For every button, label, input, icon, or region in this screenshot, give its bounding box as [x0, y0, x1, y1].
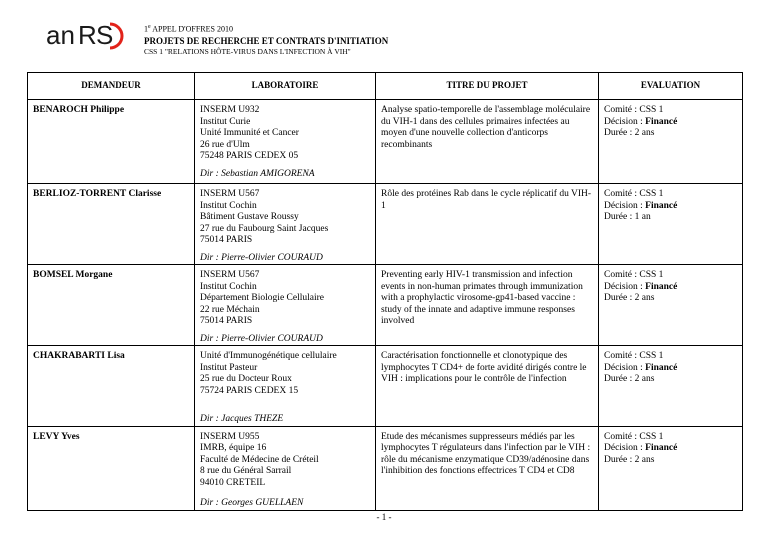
lab-line: Département Biologie Cellulaire: [200, 293, 324, 303]
project-title: Preventing early HIV-1 transmission and infection events in non-human primates through immunization with a prophylactic virosome-gp41-based vaccine : study of the innate and adaptive immune responses involved: [381, 270, 583, 326]
demandeur-name: BENAROCH Philippe: [33, 105, 125, 115]
evaluation-cell: [599, 100, 742, 140]
lab-line: Unité Immunité et Cancer: [200, 128, 299, 138]
lab-line: 75014 PARIS: [200, 235, 253, 245]
lab-line: Institut Pasteur: [200, 362, 258, 373]
css-subtitle: CSS 1 "RELATIONS HÔTE-VIRUS DANS L'INFECTION À VIH": [144, 46, 351, 56]
lab-director: Dir : Pierre-Olivier COURAUD: [200, 333, 323, 344]
lab-cell: [195, 100, 375, 180]
comite-text: Comité : CSS 1: [604, 431, 664, 442]
duree-text: Durée : 1 an: [604, 212, 651, 222]
comite-text: Comité : CSS 1: [604, 189, 664, 199]
project-title: Caractérisation fonctionnelle et clonotypique des lymphocytes T CD4+ de forte avidité dirigés contre le VIH : implications pour le contrôle de l'infection: [381, 351, 587, 384]
lab-line: INSERM U955: [200, 431, 260, 442]
evaluation-cell: [599, 346, 742, 386]
col-header-laboratoire: LABORATOIRE: [195, 73, 376, 100]
lab-line: INSERM U932: [200, 105, 260, 115]
col-header-titre: TITRE DU PROJET: [376, 73, 599, 100]
evaluation-cell: [599, 265, 742, 305]
lab-line: 22 rue Méchain: [200, 304, 260, 315]
table-row: [28, 346, 743, 427]
lab-line: 27 rue du Faubourg Saint Jacques: [200, 223, 329, 234]
lab-cell: [195, 427, 375, 510]
projects-table: [27, 72, 743, 511]
project-title: Etude des mécanismes suppresseurs médiés par les lymphocytes T régulateurs dans l'infection par le VIH : rôle du mécanisme enzymatique CD39/adénosine dans l'inhibition des fonctions effectrices T CD4 et CD8: [381, 431, 591, 476]
decision-text: Décision : Financé: [604, 200, 678, 211]
duree-text: Durée : 2 ans: [604, 293, 655, 303]
lab-line: INSERM U567: [200, 189, 260, 199]
decision-text: Décision : Financé: [604, 443, 678, 453]
anrs-logo: [46, 18, 126, 52]
lab-line: Institut Cochin: [200, 281, 257, 292]
table-row: [28, 100, 743, 184]
lab-line: 8 rue du Général Sarrail: [200, 466, 292, 476]
table-row: [28, 184, 743, 265]
lab-line: Bâtiment Gustave Roussy: [200, 212, 299, 222]
evaluation-cell: [599, 427, 742, 467]
svg-text:R: R: [78, 20, 97, 50]
table-header-row: [28, 73, 743, 100]
svg-text:an: an: [46, 20, 75, 50]
program-title: PROJETS DE RECHERCHE ET CONTRATS D'INITIATION: [144, 35, 389, 46]
lab-line: Unité d'Immunogénétique cellulaire: [200, 351, 337, 361]
lab-director: Dir : Jacques THEZE: [200, 414, 284, 424]
lab-line: Institut Curie: [200, 116, 251, 127]
project-title: Analyse spatio-temporelle de l'assemblage moléculaire du VIH-1 dans des cellules primaires infectées au moyen d'une nouvelle collection d'anticorps recombinants: [381, 105, 591, 150]
lab-line: Faculté de Médecine de Créteil: [200, 454, 319, 465]
lab-director: Dir : Sebastian AMIGORENA: [200, 168, 315, 179]
lab-line: Institut Cochin: [200, 200, 257, 211]
lab-line: INSERM U567: [200, 270, 260, 280]
lab-line: 75014 PARIS: [200, 316, 253, 326]
evaluation-cell: [599, 184, 742, 224]
demandeur-name: BERLIOZ-TORRENT Clarisse: [33, 189, 162, 199]
duree-text: Durée : 2 ans: [604, 374, 655, 384]
comite-text: Comité : CSS 1: [604, 105, 664, 115]
demandeur-name: BOMSEL Morgane: [33, 270, 113, 280]
comite-text: Comité : CSS 1: [604, 270, 664, 280]
lab-cell: [195, 265, 375, 345]
duree-text: Durée : 2 ans: [604, 128, 655, 138]
decision-text: Décision : Financé: [604, 116, 678, 127]
table-row: [28, 426, 743, 510]
lab-line: 75724 PARIS CEDEX 15: [200, 385, 299, 396]
lab-director: Dir : Pierre-Olivier COURAUD: [200, 252, 323, 263]
decision-text: Décision : Financé: [604, 281, 678, 292]
col-header-demandeur: DEMANDEUR: [28, 73, 195, 100]
lab-line: IMRB, équipe 16: [200, 443, 267, 453]
call-line: 1e APPEL D'OFFRES 2010: [144, 24, 233, 34]
document-header: [144, 22, 388, 57]
lab-line: 25 rue du Docteur Roux: [200, 374, 292, 384]
lab-director: Dir : Georges GUELLAEN: [200, 498, 304, 508]
lab-line: 94010 CRETEIL: [200, 477, 266, 488]
duree-text: Durée : 2 ans: [604, 454, 655, 465]
comite-text: Comité : CSS 1: [604, 351, 664, 361]
lab-line: 26 rue d'Ulm: [200, 139, 250, 150]
col-header-evaluation: EVALUATION: [599, 73, 743, 100]
demandeur-name: CHAKRABARTI Lisa: [33, 351, 125, 361]
lab-line: 75248 PARIS CEDEX 05: [200, 151, 299, 161]
table-row: [28, 265, 743, 346]
decision-text: Décision : Financé: [604, 362, 678, 373]
project-title: Rôle des protéines Rab dans le cycle réplicatif du VIH-1: [381, 189, 592, 211]
demandeur-name: LEVY Yves: [33, 431, 80, 442]
lab-cell: [195, 346, 375, 426]
page-number: - 1 -: [376, 512, 392, 522]
lab-cell: [195, 184, 375, 264]
svg-text:S: S: [96, 20, 114, 50]
